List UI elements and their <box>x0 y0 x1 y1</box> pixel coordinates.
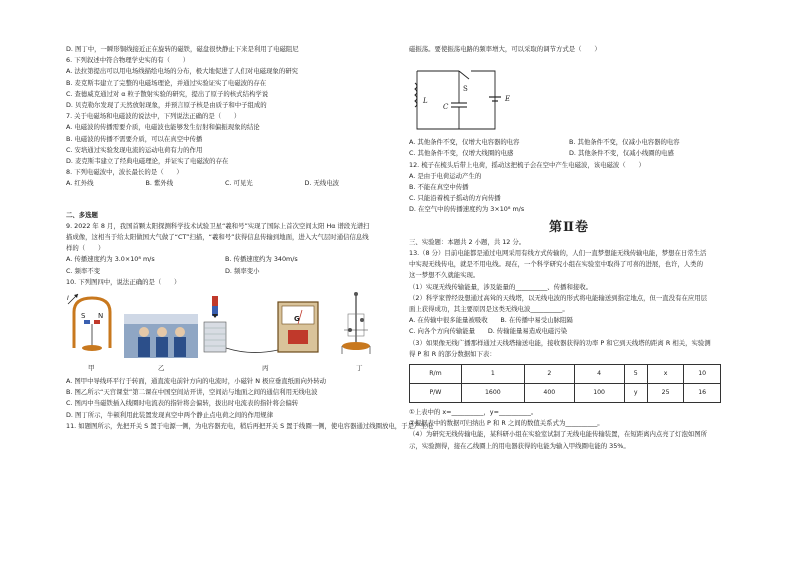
question-9-option-c: C. 频率不变 <box>66 266 101 275</box>
left-column <box>66 44 434 432</box>
question-13-part-2: 面上获得成功，其主要原因是这类无线电波__________。 <box>409 305 569 314</box>
table-cell: 25 <box>647 384 684 403</box>
question-9-option-d: D. 频率变小 <box>225 266 260 275</box>
question-10-figures <box>66 290 384 374</box>
question-10-option-b: B. 图乙所示“天宫课堂”第二课在中国空间站开讲，空间站与地面之间的通信利用无线电波 <box>66 388 318 397</box>
table-header-r: R/m <box>410 365 462 384</box>
right-column <box>409 44 729 452</box>
figures-illustration <box>66 290 384 374</box>
section-title-experiment: 三、实验题：本题共 2 小题，共 12 分。 <box>409 237 526 246</box>
question-13-subpart-1: ①上表中的 x=__________，y=__________。 <box>409 408 538 417</box>
question-6-option-a: A. 法拉第提出可以用电场线描绘电场的分布，极大地促进了人们对电磁现象的研究 <box>66 67 298 76</box>
question-9-option-a: A. 传播速度约为 3.0×10⁸ m/s <box>66 255 155 264</box>
question-11-options-row <box>409 148 729 159</box>
question-6-option-b: B. 麦克斯韦建立了完整的电磁场理论，并通过实验证实了电磁波的存在 <box>66 78 267 87</box>
question-8-option-d: D. 无线电波 <box>304 179 340 188</box>
figure-label-jia: 甲 <box>88 363 95 372</box>
label-e: E <box>505 95 511 104</box>
question-13-part-3: 得 P 和 R 的部分数据如下表： <box>409 349 496 358</box>
question-11-stem: 11. 如题图所示，先把开关 S 置于电源一侧，为电容器充电，稍后再把开关 S 置于线圈一侧，使电容器通过线圈放电，于是产生电 <box>66 421 434 430</box>
question-13-part-4: 示，实验测得，接在乙线圈上的用电器获得的电能为输入甲线圈电能的 35%。 <box>409 441 630 450</box>
table-header-p: P/W <box>410 384 462 403</box>
question-13-part-2: （2）科学家曾经设想通过高耸的天线塔，以无线电波的形式将电能输送到指定地点，但一直没有在应用层 <box>409 293 708 302</box>
question-13-part-3: （3）如果像无线广播那样通过天线塔输送电能，接收器获得的功率 P 和它到天线塔的距离 R 相关，实验测 <box>409 338 711 347</box>
part-two-title: 第Ⅱ卷 <box>549 219 589 235</box>
question-10-option-c: C. 图丙中当磁铁插入线圈时电流表的指针将会偏转，拔出时电流表的指针将会偏转 <box>66 399 299 408</box>
question-8-option-b: B. 紫外线 <box>145 179 174 188</box>
question-13-line: 13.（8 分）目前电能都是通过电网采用有线方式传输的，人们一直梦想能无线传输电能，梦想在日常生活 <box>409 249 707 258</box>
section-title-multi-choice: 二、多选题 <box>66 210 98 219</box>
lc-circuit-diagram <box>409 67 539 133</box>
question-12-option-b: B. 不能在真空中传播 <box>409 183 469 192</box>
question-13-part-4: （4）为研究无线传输电能，某科研小组在实验室试制了无线电能传输装置，在短距离内点亮了灯泡如图所 <box>409 430 708 439</box>
question-8-options <box>66 178 384 189</box>
table-cell: 16 <box>684 384 721 403</box>
question-11-option-b: B. 其他条件不变，仅减小电容器的电容 <box>569 138 680 147</box>
question-12-option-d: D. 在空气中的传播速度约为 3×10⁸ m/s <box>409 205 525 214</box>
question-11-option-c: C. 其他条件不变，仅增大线圈的电感 <box>409 149 514 158</box>
question-9-options-row <box>66 254 384 265</box>
table-cell: 1 <box>461 365 524 384</box>
question-10-option-a: A. 图甲中导线环平行于转面，通直流电前针方向的电流时，小磁针 N 极应垂直纸面向外转动 <box>66 377 327 386</box>
data-table <box>409 364 721 403</box>
question-13-subpart-2: ②根据表中的数据可归纳出 P 和 R 之间的数值关系式为__________。 <box>409 419 604 428</box>
question-9-line: 描成像，这相当于给太阳做国大气做了“CT”扫描，“羲和号”获得信息传输到地面，进入大气层时通信信息线 <box>66 233 369 242</box>
label-n: N <box>98 312 104 321</box>
question-7-option-a: A. 电磁波的传播需要介质，电磁波也能够发生衍射和偏振现象的结论 <box>66 123 260 132</box>
table-cell: 400 <box>524 384 574 403</box>
table-cell: 4 <box>574 365 624 384</box>
question-9-line: 样的（ ） <box>66 244 105 253</box>
table-cell: y <box>624 384 647 403</box>
question-12-stem: 12. 梳子在梳头后带上电荷，摇动这把梳子会在空中产生电磁波，该电磁波（ ） <box>409 160 645 169</box>
question-6-stem: 6. 下列叙述中符合物理学史实的有（ ） <box>66 56 190 65</box>
question-7-stem: 7. 关于电磁场和电磁波的说法中，下列说法正确的是（ ） <box>66 112 241 121</box>
figure-label-bing: 丙 <box>262 363 269 372</box>
label-c: C <box>443 103 449 112</box>
question-7-option-d: D. 麦克斯韦建立了经典电磁理论，并证实了电磁波的存在 <box>66 157 229 166</box>
label-l: L <box>423 97 428 106</box>
table-cell: 100 <box>574 384 624 403</box>
circuit-figure-wrapper <box>409 55 729 137</box>
question-13-part-1: （1）实现无线传输能量，涉及能量的__________、传播和接收。 <box>409 282 593 291</box>
table-row <box>410 384 721 403</box>
label-i: I <box>67 295 69 303</box>
question-10-stem: 10. 下列图四中，说法正确的是（ ） <box>66 277 181 286</box>
question-13-line: 中实现无线传电，就是不用电线。现在，一个科学研究小组在实验室中取得了可喜的进展，也许，人类的 <box>409 260 703 269</box>
table-cell: 1600 <box>461 384 524 403</box>
table-cell: 5 <box>624 365 647 384</box>
question-12-option-c: C. 只能沿着梳子摇动的方向传播 <box>409 194 501 203</box>
coil <box>204 322 226 352</box>
label-g: G <box>294 315 300 324</box>
figure-bing <box>204 296 318 353</box>
question-12-option-a: A. 是由于电荷运动产生的 <box>409 171 482 180</box>
switch <box>459 71 469 79</box>
magnet-n <box>212 296 218 306</box>
label-s: S <box>81 312 86 321</box>
figure-label-ding: 丁 <box>356 363 363 372</box>
question-11-option-d: D. 其他条件不变，仅减小线圈的电感 <box>569 149 674 158</box>
question-8-stem: 8. 下列电磁波中，波长最长的是（ ） <box>66 168 183 177</box>
question-13-options-ab: A. 在传输中很多能量被吸收 B. 在传播中易受山脉阻隔 <box>409 316 573 325</box>
figure-ding <box>342 292 370 354</box>
question-10-option-d: D. 图丁所示，牛顿利用此装置发现真空中两个静止点电荷之间的作用规律 <box>66 410 274 419</box>
table-cell: x <box>647 365 684 384</box>
question-11-option-a: A. 其他条件不变，仅增大电容器的电容 <box>409 138 520 147</box>
table-cell: 2 <box>524 365 574 384</box>
text-line: D. 图丁中，一瞬形铜线接近正在旋转的磁铁，磁盘很快静止下来是利用了电磁阻尼 <box>66 45 299 53</box>
question-13-line: 这一梦想不久就能实现。 <box>409 271 480 280</box>
question-11-options-row <box>409 137 729 148</box>
question-8-option-c: C. 可见光 <box>225 179 253 188</box>
label-s: S <box>463 85 468 94</box>
figure-jia <box>67 294 110 351</box>
question-6-option-c: C. 查德威克通过对 α 粒子散射实验的研究，提出了原子的核式结构学说 <box>66 89 269 98</box>
table-row <box>410 365 721 384</box>
question-9-line: 9. 2022 年 8 月，我国首颗太阳探测科学技术试验卫星“羲和号”实现了国际上首次空间太阳 Hα 谱段光谱扫 <box>66 221 370 230</box>
question-7-option-b: B. 电磁波的传播不需要介质，可以在真空中传播 <box>66 134 203 143</box>
question-13-options-cd: C. 向各个方向传输能量 D. 传输能量易造成电磁污染 <box>409 327 568 336</box>
question-7-option-c: C. 安培通过实验发现电流的运动电荷有力的作用 <box>66 145 203 154</box>
question-8-option-a: A. 红外线 <box>66 179 94 188</box>
figure-label-yi: 乙 <box>158 363 165 372</box>
figure-yi <box>124 314 198 358</box>
table-cell: 10 <box>684 365 721 384</box>
question-9-options-row <box>66 266 384 277</box>
question-6-option-d: D. 贝克勒尔发现了天然放射现象，并预言原子核是由质子和中子组成的 <box>66 101 267 110</box>
question-11-stem-continued: 磁振荡。要使振荡电路的频率增大，可以采取的调节方式是（ ） <box>409 45 601 53</box>
question-9-option-b: B. 传播速度约为 340m/s <box>225 255 298 264</box>
